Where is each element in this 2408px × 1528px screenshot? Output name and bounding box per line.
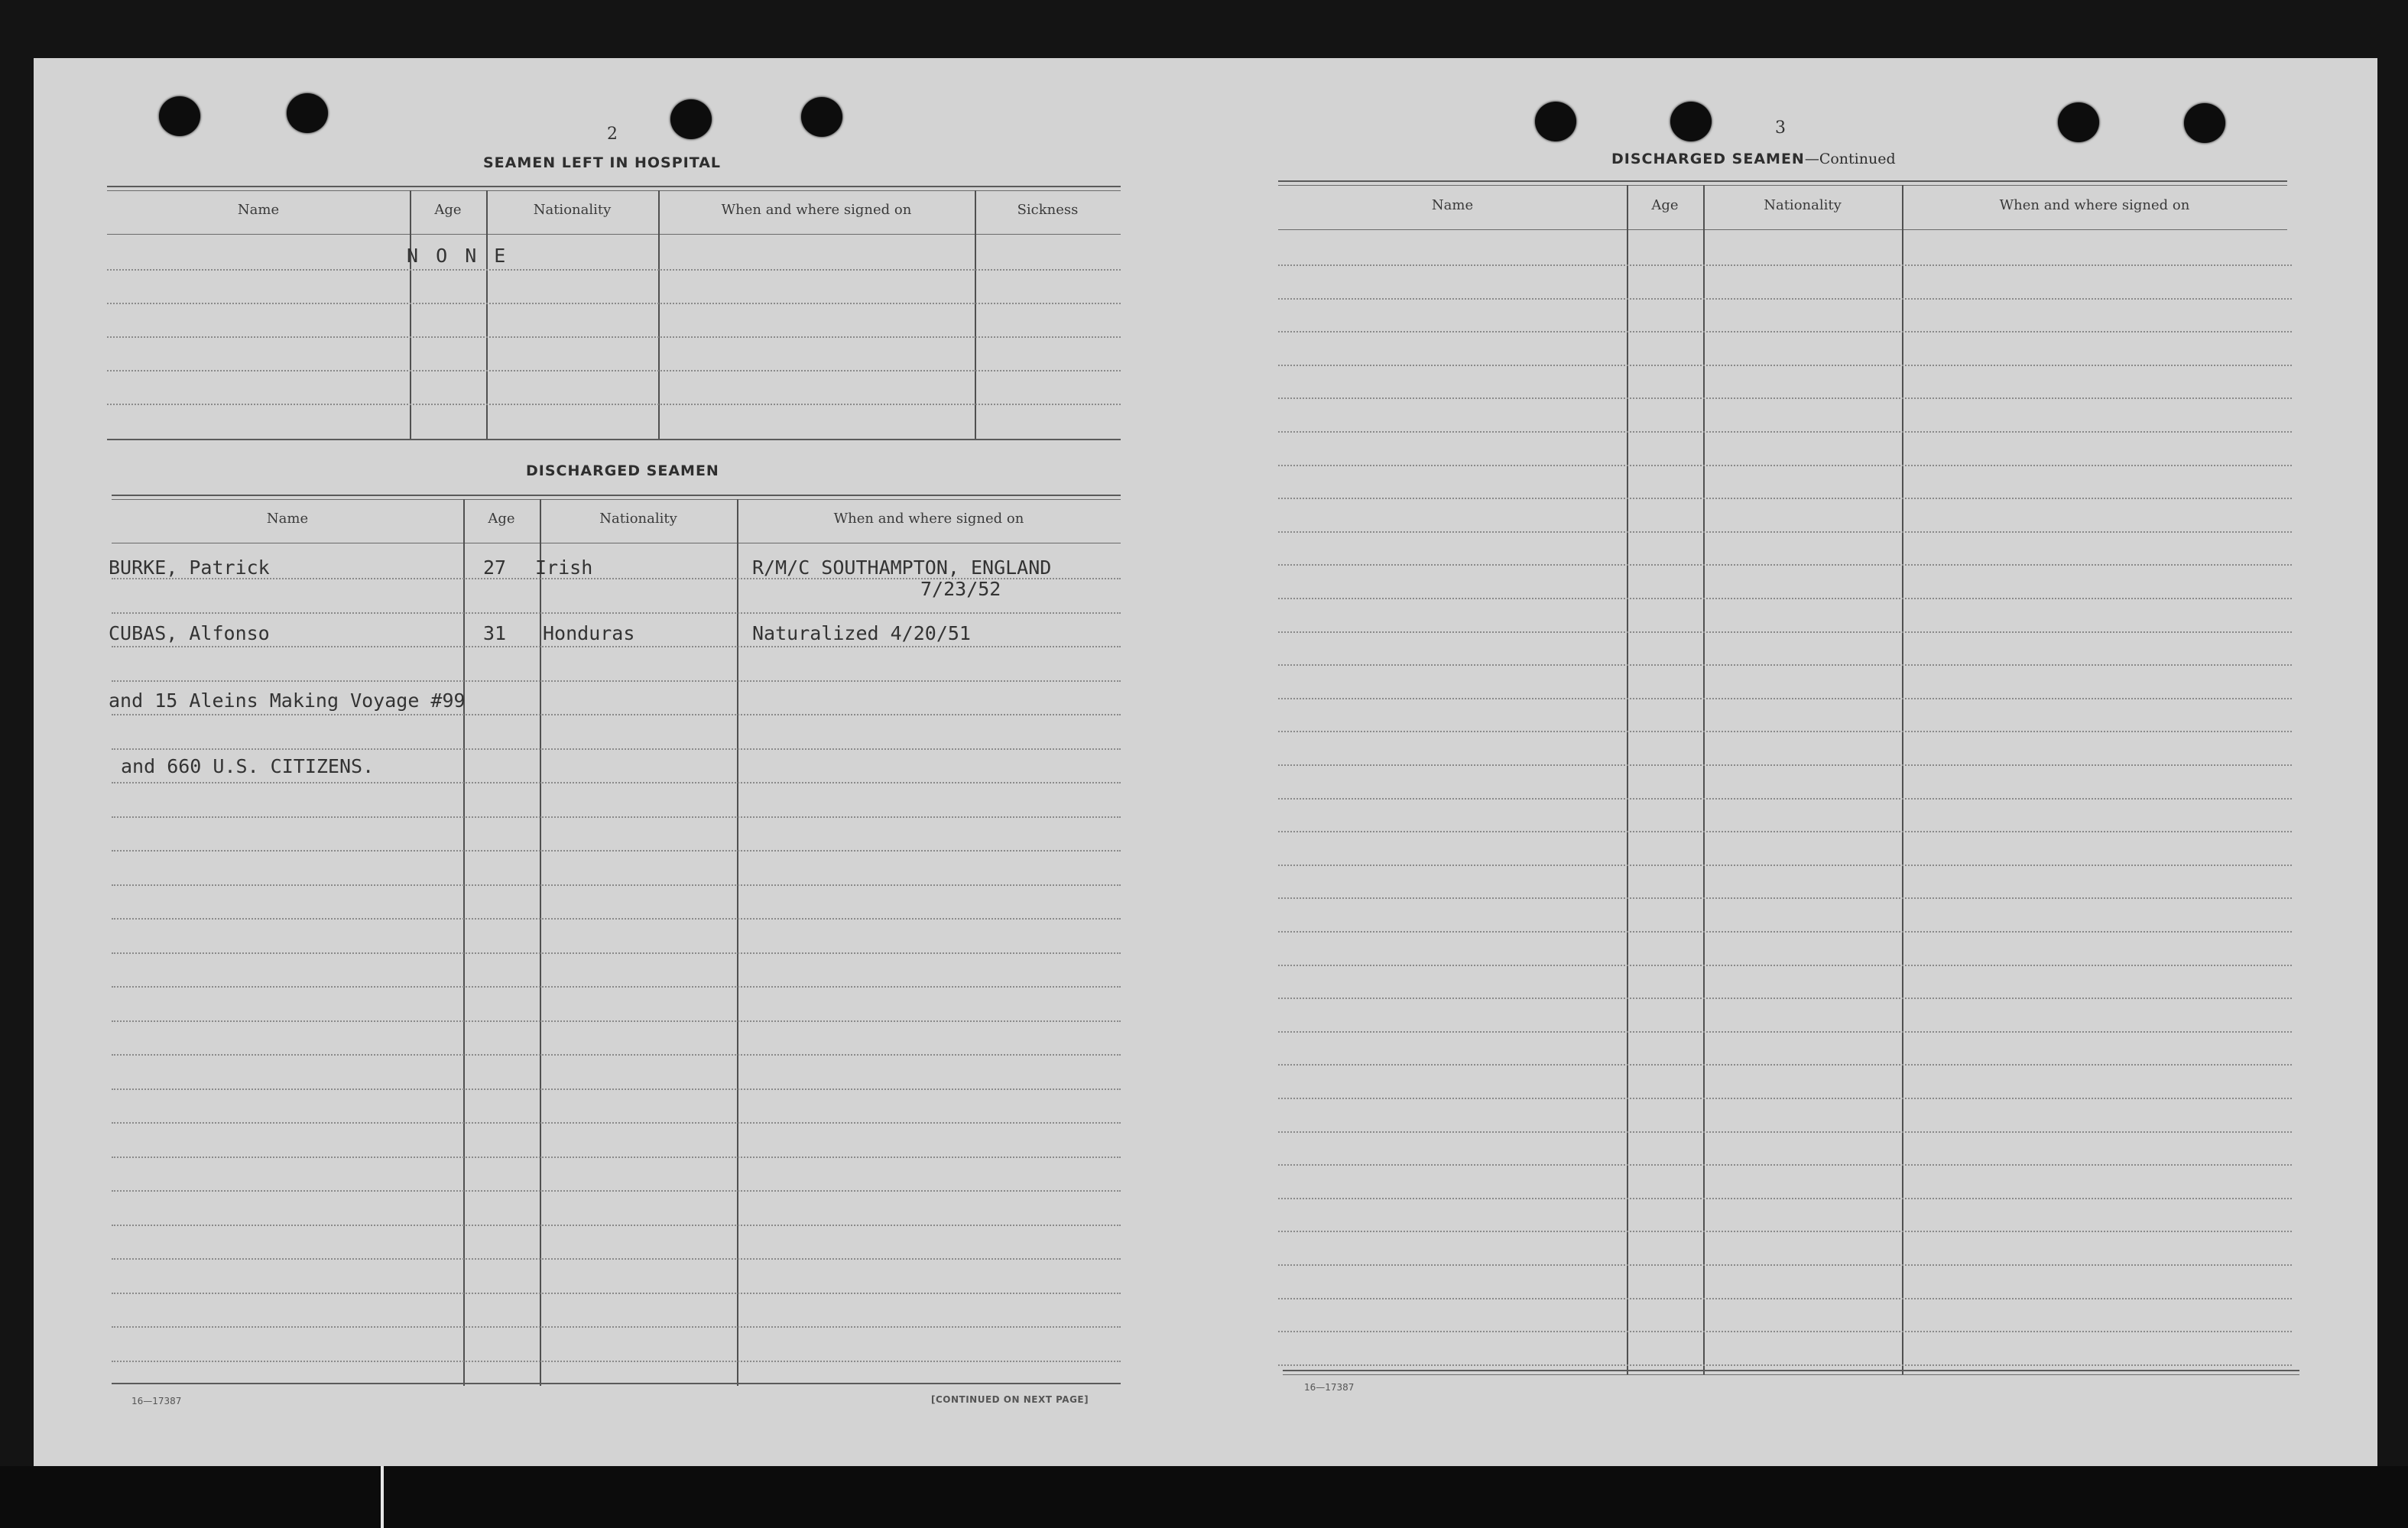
ruled-line: [112, 714, 1121, 715]
table-top-rule: [1278, 185, 2287, 186]
seaman-age: 31: [483, 622, 507, 644]
ruled-line: [1278, 1364, 2292, 1366]
hospital-section-title: SEAMEN LEFT IN HOSPITAL: [483, 154, 722, 171]
seaman-age: 27: [483, 556, 507, 579]
column-header-age: Age: [488, 511, 515, 527]
scan-border: [0, 1466, 2408, 1528]
column-header-signed-on: When and where signed on: [721, 202, 912, 218]
column-header-nationality: Nationality: [1764, 197, 1842, 213]
seaman-nationality: Irish: [535, 556, 593, 579]
table-top-rule: [112, 495, 1121, 496]
column-divider: [410, 190, 411, 440]
column-header-name: Name: [1431, 197, 1474, 213]
column-divider: [737, 499, 738, 1386]
column-header-signed-on: When and where signed on: [1999, 197, 2190, 213]
seaman-name: CUBAS, Alfonso: [109, 622, 270, 644]
page-number: 3: [1775, 118, 1786, 138]
ruled-line: [112, 1326, 1121, 1328]
ruled-line: [1278, 564, 2292, 566]
punch-hole: [1535, 102, 1576, 141]
ruled-line: [1278, 264, 2292, 266]
column-header-name: Name: [266, 511, 309, 527]
table-bottom-rule: [1283, 1370, 2299, 1371]
table-bottom-rule: [1283, 1374, 2299, 1375]
form-number: 16—17387: [1304, 1382, 1355, 1393]
ruled-line: [1278, 1331, 2292, 1332]
ruled-line: [1278, 831, 2292, 832]
seaman-nationality: Honduras: [543, 622, 635, 644]
column-divider: [540, 499, 541, 1386]
ruled-line: [112, 1054, 1121, 1056]
column-divider: [1902, 185, 1903, 1374]
ruled-line: [1278, 1164, 2292, 1166]
ruled-line: [107, 404, 1121, 405]
hospital-entry: N O N E: [407, 245, 509, 267]
punch-hole: [670, 99, 712, 139]
table-top-rule: [1278, 180, 2287, 182]
ruled-line: [112, 1088, 1121, 1090]
ruled-line: [1278, 998, 2292, 999]
ruled-line: [112, 1020, 1121, 1022]
column-header-age: Age: [1651, 197, 1679, 213]
punch-hole: [1670, 102, 1712, 141]
ruled-line: [112, 646, 1121, 647]
ruled-line: [112, 782, 1121, 783]
ruled-line: [1278, 1131, 2292, 1133]
ruled-line: [112, 952, 1121, 954]
ruled-line: [107, 336, 1121, 338]
ruled-line: [1278, 764, 2292, 766]
punch-hole: [2058, 102, 2099, 142]
column-header-nationality: Nationality: [533, 202, 612, 218]
ruled-line: [1278, 331, 2292, 333]
ruled-line: [1278, 631, 2292, 633]
punch-hole: [801, 97, 842, 137]
ruled-line: [1278, 465, 2292, 466]
punch-hole: [287, 93, 328, 133]
table-top-rule: [112, 499, 1121, 500]
column-divider: [486, 190, 488, 440]
table-bottom-rule: [107, 439, 1121, 440]
table-top-rule: [107, 190, 1121, 191]
column-header-age: Age: [434, 202, 462, 218]
paper-tear: [381, 1466, 384, 1528]
seaman-name: BURKE, Patrick: [109, 556, 270, 579]
table-bottom-rule: [112, 1383, 1121, 1384]
column-divider: [1627, 185, 1628, 1374]
ruled-line: [112, 680, 1121, 682]
ruled-line: [1278, 365, 2292, 366]
ruled-line: [112, 1293, 1121, 1294]
ruled-line: [112, 884, 1121, 886]
page-number: 2: [607, 125, 618, 144]
ruled-line: [1278, 798, 2292, 800]
continued-note: [CONTINUED ON NEXT PAGE]: [931, 1394, 1089, 1405]
ruled-line: [1278, 1231, 2292, 1232]
ruled-line: [1278, 1298, 2292, 1299]
ruled-line: [1278, 498, 2292, 499]
ruled-line: [1278, 965, 2292, 966]
ruled-line: [1278, 1264, 2292, 1266]
aliens-note: and 15 Aleins Making Voyage #99: [109, 689, 466, 712]
ruled-line: [112, 1190, 1121, 1192]
ruled-line: [1278, 1098, 2292, 1099]
ruled-line: [1278, 1064, 2292, 1066]
column-header-sickness: Sickness: [1017, 202, 1079, 218]
ruled-line: [112, 850, 1121, 852]
ruled-line: [112, 612, 1121, 614]
column-header-nationality: Nationality: [599, 511, 677, 527]
column-header-signed-on: When and where signed on: [833, 511, 1024, 527]
seaman-signed-on-date: 7/23/52: [920, 578, 1001, 600]
ruled-line: [1278, 1031, 2292, 1033]
ruled-line: [107, 269, 1121, 271]
form-number: 16—17387: [131, 1396, 182, 1406]
ruled-line: [1278, 431, 2292, 433]
discharged-continued-title: DISCHARGED SEAMEN—Continued: [1611, 151, 1896, 167]
ruled-line: [1278, 664, 2292, 666]
citizens-note: and 660 U.S. CITIZENS.: [121, 755, 375, 777]
ruled-line: [112, 816, 1121, 818]
column-divider: [658, 190, 660, 440]
ruled-line: [107, 370, 1121, 371]
table-top-rule: [107, 186, 1121, 187]
ruled-line: [112, 1258, 1121, 1260]
ruled-line: [1278, 931, 2292, 933]
header-rule: [107, 234, 1121, 235]
punch-hole: [159, 96, 200, 136]
ruled-line: [112, 1225, 1121, 1226]
column-divider: [975, 190, 976, 440]
discharged-section-title: DISCHARGED SEAMEN: [526, 462, 719, 479]
ruled-line: [112, 918, 1121, 920]
ruled-line: [112, 1361, 1121, 1362]
ruled-line: [1278, 731, 2292, 732]
ruled-line: [1278, 1198, 2292, 1199]
ruled-line: [1278, 698, 2292, 699]
ruled-line: [1278, 598, 2292, 599]
ruled-line: [1278, 397, 2292, 399]
seaman-signed-on: R/M/C SOUTHAMPTON, ENGLAND: [752, 556, 1052, 579]
ruled-line: [1278, 531, 2292, 533]
ruled-line: [1278, 298, 2292, 300]
column-divider: [463, 499, 465, 1386]
ruled-line: [112, 1122, 1121, 1124]
header-rule: [1278, 229, 2287, 230]
ruled-line: [1278, 897, 2292, 899]
ruled-line: [112, 1157, 1121, 1158]
column-divider: [1703, 185, 1705, 1374]
ruled-line: [112, 748, 1121, 750]
ruled-line: [112, 986, 1121, 988]
seaman-signed-on: Naturalized 4/20/51: [752, 622, 971, 644]
column-header-name: Name: [237, 202, 280, 218]
ruled-line: [1278, 865, 2292, 866]
punch-hole: [2184, 103, 2225, 143]
ruled-line: [107, 303, 1121, 304]
